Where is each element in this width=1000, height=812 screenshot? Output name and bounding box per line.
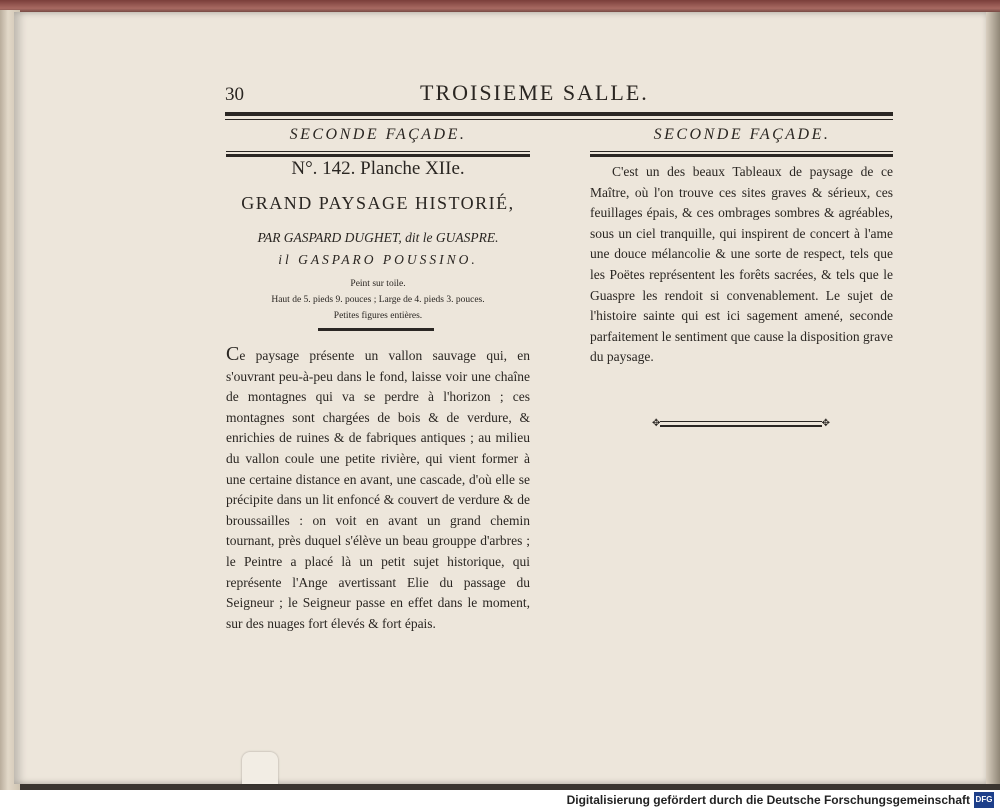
entry-title: GRAND PAYSAGE HISTORIÉ,	[241, 193, 515, 213]
ornament-right-end: ✥	[821, 418, 830, 429]
funding-notice: Digitalisierung gefördert durch die Deutsche Forschungsgemeinschaft	[566, 793, 970, 807]
left-body-paragraph: e paysage présente un vallon sauvage qui, en s'ouvrant peu-à-peu dans le fond, laisse voir une chaîne de montagnes qui va se perdre à l'horizon ; ces montagnes sont chargées de bois & de verdure, & enrichies de ruines & de fabriques antiques ; au milieu du vallon coule une petite rivière, qui vient former à une certaine distance en avant, une cascade, d'où elle se précipite dans un lit enfoncé & couvert de verdure & de broussailles : on voit en avant un grand chemin tournant, près duquel s'élève un beau grouppe d'arbres ; le Peintre a placé là un petit sujet historique, qui représente l'Ange avertissant Elie du passage du Seigneur ; le Seigneur passe en effet dans le moment, sur des nuages fort élevés & fort épais.	[226, 348, 530, 631]
left-heading-rule-thick	[226, 154, 530, 157]
entry-number: N°. 142. Planche XIIe.	[291, 158, 465, 179]
right-body-text	[590, 162, 893, 368]
dfg-logo: DFG	[974, 792, 994, 808]
medium-line: Peint sur toile.	[350, 279, 406, 289]
right-heading-rule-thin	[590, 151, 893, 152]
header-rule-thick	[225, 112, 893, 116]
ornamental-rule	[652, 417, 830, 431]
page-right-edge	[986, 12, 1000, 784]
right-column-heading: SECONDE FAÇADE.	[653, 126, 831, 143]
drop-cap: C	[226, 343, 240, 365]
left-column-heading: SECONDE FAÇADE.	[289, 126, 467, 143]
artist-line-2: il GASPARO POUSSINO.	[278, 252, 478, 267]
page-number: 30	[225, 84, 244, 105]
bookmark-tab	[242, 752, 278, 784]
artist-line-1: PAR GASPARD DUGHET, dit le GUASPRE.	[257, 230, 499, 245]
running-head: TROISIEME SALLE.	[420, 80, 649, 105]
right-heading-rule-thick	[590, 154, 893, 157]
ornament-left-end: ✥	[652, 418, 661, 429]
entry-divider	[318, 328, 434, 331]
left-body-text	[226, 343, 530, 634]
figures-line: Petites figures entières.	[333, 311, 423, 321]
dimensions-line: Haut de 5. pieds 9. pouces ; Large de 4. pieds 3. pouces.	[271, 295, 485, 305]
left-heading-rule-thin	[226, 151, 530, 152]
header-rule-thin	[225, 119, 893, 120]
right-body-paragraph: C'est un des beaux Tableaux de paysage de ce Maître, où l'on trouve ces sites graves & sérieux, ces feuillages épais, & ces ombrages sombres & agréables, sous un ciel tranquille, qui inspirent de concert à l'ame une douce mélancolie & une sorte de respect, tels que les Poëtes représentent les forêts sacrées, & tels que le Guaspre les rendoit si convenablement. Le sujet de l'histoire sainte qui est ici sagement amené, seconde parfaitement le sentiment que cause la disposition grave du paysage.	[590, 164, 893, 365]
